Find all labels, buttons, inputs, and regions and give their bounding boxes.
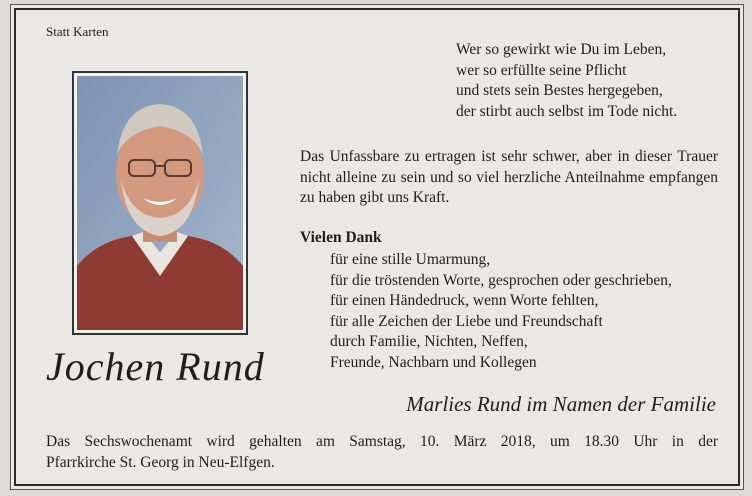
service-notice-line: Pfarrkirche St. Georg in Neu-Elfgen. xyxy=(46,454,275,471)
intro-text: Das Unfassbare zu ertragen ist sehr schwer, aber in dieser Trauer nicht alleine zu sein und so viel herzliche Anteilnahme empfangen zu haben gibt uns Kraft. xyxy=(300,148,718,206)
thanks-line: für die tröstenden Worte, gesprochen oder geschrieben, xyxy=(330,271,672,289)
poem-block xyxy=(456,40,677,122)
poem-line: und stets sein Bestes hergegeben, xyxy=(456,82,663,99)
service-notice-line: Das Sechswochenamt wird gehalten am Samstag, 10. März 2018, um 18.30 Uhr in der xyxy=(46,433,718,450)
thanks-heading: Vielen Dank xyxy=(300,229,382,246)
statt-karten-label: Statt Karten xyxy=(46,24,109,39)
thanks-line: Freunde, Nachbarn und Kollegen xyxy=(330,353,537,371)
portrait-frame xyxy=(72,71,248,335)
deceased-name: Jochen Rund xyxy=(46,344,265,389)
family-signature: Marlies Rund im Namen der Familie xyxy=(406,392,716,416)
intro-paragraph xyxy=(300,147,718,209)
thanks-line: durch Familie, Nichten, Neffen, xyxy=(330,333,528,350)
thanks-line: für eine stille Umarmung, xyxy=(330,251,491,268)
thanks-line: für alle Zeichen der Liebe und Freundschaft xyxy=(330,312,603,330)
poem-line: der stirbt auch selbst im Tode nicht. xyxy=(456,102,678,120)
poem-line: Wer so gewirkt wie Du im Leben, xyxy=(456,41,667,58)
service-notice xyxy=(46,431,718,473)
poem-line: wer so erfüllte seine Pflicht xyxy=(456,61,627,79)
thanks-list xyxy=(330,250,672,373)
portrait-photo xyxy=(77,76,243,330)
thanks-line: für einen Händedruck, wenn Worte fehlten, xyxy=(330,292,599,309)
obituary-card xyxy=(14,8,740,486)
